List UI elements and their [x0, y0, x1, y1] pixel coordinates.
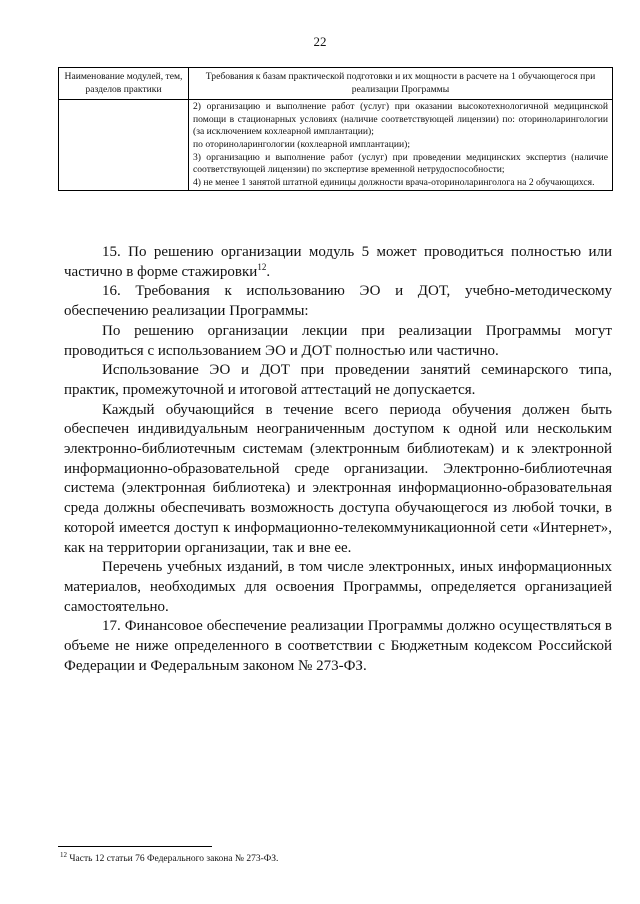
- paragraph-16-lectures: По решению организации лекции при реализации Программы могут проводиться с использованием ЭО и ДОТ полностью или частично.: [64, 322, 612, 359]
- paragraph-16-access: Каждый обучающийся в течение всего периода обучения должен быть обеспечен индивидуальным неограниченным доступом к одной или нескольким электронно-библиотечным системам (электронным библиотекам) и к электронной информационно-образовательной среде организации. Электронно-библиотечная система (электронная библиотека) и электронная информационно-образовательная среда должны обеспечивать возможность доступа обучающегося из любой точки, в которой имеется доступ к информационно-телекоммуникационной сети «Интернет», как на территории организации, так и вне ее.: [64, 401, 612, 556]
- footnote-divider: [58, 846, 212, 847]
- paragraph-15-end: .: [266, 263, 271, 280]
- footnote-mark: 12: [60, 850, 67, 859]
- paragraph-15: [64, 243, 612, 282]
- body-text: [64, 243, 612, 676]
- table-cell-empty: [59, 100, 189, 191]
- table-cell-requirements: [189, 100, 613, 191]
- requirement-item: 3) организацию и выполнение работ (услуг) при проведении медицинских экспертиз (наличие соответствующей лицензии) по экспертизе временной нетрудоспособности;: [193, 151, 608, 176]
- paragraph-17: 17. Финансовое обеспечение реализации Программы должно осуществляться в объеме не ниже определенного в соответствии с Бюджетным кодексом Российской Федерации и Федеральным законом № 273-ФЗ.: [64, 618, 612, 674]
- requirement-item: по оториноларингологии (кохлеарной имплантации);: [193, 138, 411, 150]
- paragraph-15-text: 15. По решению организации модуль 5 может проводиться полностью или частично в форме стажировки: [64, 244, 612, 280]
- page-number: 22: [313, 34, 327, 49]
- requirements-table: [58, 67, 613, 191]
- paragraph-16-materials: Перечень учебных изданий, в том числе электронных, иных информационных материалов, необходимых для освоения Программы, определяется организацией самостоятельно.: [64, 559, 612, 615]
- footnote-text: Часть 12 статьи 76 Федерального закона № 273-ФЗ.: [67, 854, 279, 864]
- table-header-requirements: Требования к базам практической подготовки и их мощности в расчете на 1 обучающегося при реализации Программы: [189, 68, 613, 100]
- table-header-row: [59, 68, 613, 100]
- requirement-item: 2) организацию и выполнение работ (услуг) при оказании высокотехнологичной медицинской помощи в стационарных условиях (наличие соответствующей лицензии) по: оториноларингологии (за исключением кохлеарной имплантации);: [193, 101, 608, 138]
- paragraph-16-restrictions: Использование ЭО и ДОТ при проведении занятий семинарского типа, практик, промежуточной и итоговой аттестаций не допускается.: [64, 362, 612, 398]
- footnote: [60, 850, 600, 865]
- paragraph-16: 16. Требования к использованию ЭО и ДОТ, учебно-методическому обеспечению реализации Программы:: [64, 283, 612, 320]
- requirement-item: 4) не менее 1 занятой штатной единицы должности врача-оториноларинголога на 2 обучающихся.: [193, 176, 595, 188]
- table-header-modules: Наименование модулей, тем, разделов практики: [59, 68, 189, 100]
- footnote-ref: 12: [257, 261, 267, 272]
- table-row: [59, 100, 613, 191]
